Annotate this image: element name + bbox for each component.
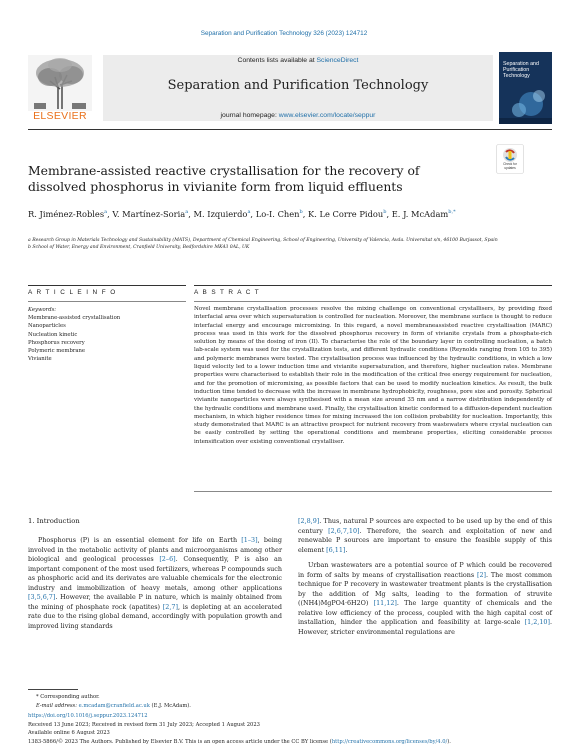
intro-left-column [28,536,282,631]
footnotes [36,693,286,710]
homepage-prefix: journal homepage: [220,112,279,119]
author-separator: , [302,208,308,219]
text-run: , being involved in the metabolic activity of plants and microorganisms among other biological and geological processes [28,536,282,563]
author-name[interactable]: K. Le Corre Pidou [308,208,384,219]
citation-link[interactable]: [3,5,6,7] [28,593,56,601]
keywords-heading: Keywords: [28,307,57,313]
email-line [36,702,286,711]
header-divider [28,129,552,130]
author-separator: , [107,208,113,219]
text-run: Urban wastewaters are a potential source of P which could be recovered in form of salts by means of crystallisation reactions [298,561,552,579]
affiliations [28,237,540,251]
author-affiliation-marker[interactable]: a [104,209,108,215]
text-run: Phosphorus (P) is an essential element for life on Earth [38,536,242,544]
introduction-heading: 1. Introduction [28,517,80,525]
homepage-line [103,112,493,119]
check-for-updates-badge[interactable] [496,144,524,174]
check-updates-label: Check for updates [503,162,517,170]
citation-link[interactable]: [2–6] [159,555,176,563]
author-name[interactable]: Lo-I. Chen [255,208,300,219]
email-suffix: (E.J. McAdam). [149,702,191,709]
license-line [28,738,552,747]
citation-link[interactable]: [2,8,9] [298,517,320,525]
text-run: . [345,545,348,554]
author-name[interactable]: E. J. McAdam [391,208,449,219]
abstract-bottom-rule [194,491,552,492]
article-info-heading: A R T I C L E I N F O [28,289,117,296]
citation-link[interactable]: [2,6,7,10] [328,526,360,535]
author-separator: , [386,208,392,219]
abstract-sub-rule [194,301,552,302]
footnote-rule [28,689,78,690]
author-separator: , [188,208,194,219]
citation-link[interactable]: [6,11] [326,545,346,554]
elsevier-wordmark: ELSEVIER [33,110,87,122]
contents-line [103,57,493,64]
keyword-item: Vivianite [28,356,52,363]
contents-prefix: Contents lists available at [237,57,317,64]
keywords-block [28,306,186,363]
citation-link[interactable]: [1–3] [241,536,258,544]
journal-reference[interactable]: Separation and Purification Technology 326 (2023) 124712 [200,30,368,37]
author-separator: , [250,208,256,219]
text-run: . However, the available P in nature, which is mainly obtained from the mining of phosphate rock (apatites) [28,593,282,611]
text-run: . The large quantity of chemicals and the relative low efficiency of the process, coupled with the high capital cost of installation, hinder the application and feasibility at large-scale [298,599,552,626]
keyword-item: Nucleation kinetic [28,331,78,338]
author-list [28,206,540,221]
author-affiliation-marker[interactable]: b [299,209,303,215]
corresponding-author-note: * Corresponding author. [36,694,100,700]
text-run: , is depleting at an accelerated rate due to the rising global demand, accordingly with population growth and improved living standards [28,602,282,630]
affiliation-a: a Research Group in Materials Technology and Sustainability (MATS), Department of Chemical Engineering, School of Engineering, University of Valencia, Avda. Universitat s/n, 46100 Burjassot, Spain [28,238,498,243]
text-run: . Consequently, P is also an important component of the most used fertilizers, whereas P compounds such as phosphoric acid and its derivates are valuable chemicals for the electronic industry and immobilization of heavy metals, among other applications [28,555,282,592]
author-affiliation-marker[interactable]: a [247,209,251,215]
abstract-text: Novel membrane crystallisation processes resolve the mixing challenge on conventional crystallisers, by providing fixed interfacial area over which supersaturation is controlled for nucleation. Moreover, the membrane surface is thought to reduce interfacial energy and encourage micromixing. In this regard, a novel membraneassisted reactive crystallisation (MARC) process was used in this work for the dissolved phosphorus recovery in form of vivianite crystals from a phosphate-rich solution by means of the dosing of iron (II). To characterise the role of the boundary layer in controlling nucleation, a batch lab-scale system was used for the crystallization tests, and different hydraulic conditions (Reynolds ranging from 105 to 395) and polymeric membranes were tested. The crystallisation process was influenced by the hydraulic conditions, in which a low liquid velocity led to a lower induction time and vivianite supersaturation, and therefore, higher nucleation rates. Membrane properties were characterised to establish their role in the modification of the critical free energy requirement for nucleation, and for the promotion of micromixing, as possible factors that can be used to modify nucleation kinetics. As result, the bulk induction time tended to decrease with the increase in membrane hydrophobicity, roughness, pore size and porosity. Spherical vivianite nanoparticles were always synthesised with a mean size around 35 nm and a narrow distribution independently of the hydraulic conditions and membrane used. Finally, the crystallisation kinetic conformed to a diffusion-dependent nucleation mechanism, in which higher residence times for mixing increased the ion collision probability for nucleation. Importantly, this study demonstrated that MARC is an attractive prospect for nutrient recovery from wastewaters where crystal nucleation can be easily controlled by setting the operational conditions and membrane properties, eliciting considerable process intensification over existing conventional crystalliser. [194,306,552,445]
email-label: E-mail address: [36,702,79,709]
author-affiliation-marker[interactable]: a [185,209,189,215]
text-run: . However, stricter environmental regulations are [298,618,552,636]
article-info-sub-rule [28,301,186,302]
abstract-heading: A B S T R A C T [194,289,261,296]
author-affiliation-marker[interactable]: b,* [448,209,456,215]
citation-link[interactable]: [1,2,10] [524,618,550,626]
license-text: 1383-5866/© 2023 The Authors. Published by Elsevier B.V. This is an open access article under the CC BY license ( [28,739,332,746]
intro-paragraph-2 [298,561,552,637]
email-link[interactable]: e.mcadam@cranfield.ac.uk [78,702,150,709]
author-name[interactable]: R. Jiménez-Robles [28,208,105,219]
citation-link[interactable]: [2] [476,570,487,579]
journal-cover[interactable] [499,52,552,124]
license-text-end: ). [447,739,451,746]
sciencedirect-link[interactable]: ScienceDirect [316,57,359,64]
author-affiliation-marker[interactable]: b [383,209,387,215]
license-link[interactable]: http://creativecommons.org/licenses/by/4.0/ [331,739,448,746]
keyword-item: Phosphorus recovery [28,339,85,346]
article-metadata-footer [28,712,552,747]
received-dates: Received 13 June 2023; Received in revised form 31 July 2023; Accepted 1 August 2023 [28,721,260,728]
author-name[interactable]: V. Martínez-Soria [112,208,186,219]
affiliation-b: b School of Water, Energy and Environment, Cranfield University, Bedfordshire MK43 0AL, UK [28,245,250,250]
journal-title: Separation and Purification Technology [167,78,429,93]
journal-homepage-link[interactable]: www.elsevier.com/locate/seppur [278,112,376,119]
citation-link[interactable]: [11,12] [373,599,397,607]
paper-title: Membrane-assisted reactive crystallisation for the recovery of dissolved phosphorus in vivianite form from liquid effluents [28,163,420,194]
doi-link[interactable]: https://doi.org/10.1016/j.seppur.2023.124712 [28,713,148,719]
text-run: . Thus, natural P sources are expected to be used up by the end of this century [298,517,552,535]
intro-paragraph-1-cont [298,517,552,555]
keyword-item: Polymeric membrane [28,348,86,355]
article-info-top-rule [28,285,186,286]
author-name[interactable]: M. Izquierdo [193,208,248,219]
abstract-top-rule [194,285,552,286]
text-run: . The most common technique for P recovery in wastewater treatment plants is the crystallisation by the addition of Mg salts, leading to the formation of struvite ((NH4)MgPO4·6H2O) [298,570,552,607]
cover-art-icon [499,52,552,124]
tree-icon [28,55,92,111]
intro-right-column [298,517,552,637]
keyword-item: Nanoparticles [28,323,66,330]
text-run: . Therefore, the search and exploitation of new and renewable P sources are important to ensure the feasible supply of this element [298,526,553,554]
intro-paragraph-1 [28,536,282,631]
keyword-item: Membrane-assisted crystallisation [28,315,121,322]
cover-title: Separation and Purification Technology [503,61,539,80]
available-online: Available online 6 August 2023 [28,730,110,737]
citation-link[interactable]: [2,7] [162,602,178,611]
